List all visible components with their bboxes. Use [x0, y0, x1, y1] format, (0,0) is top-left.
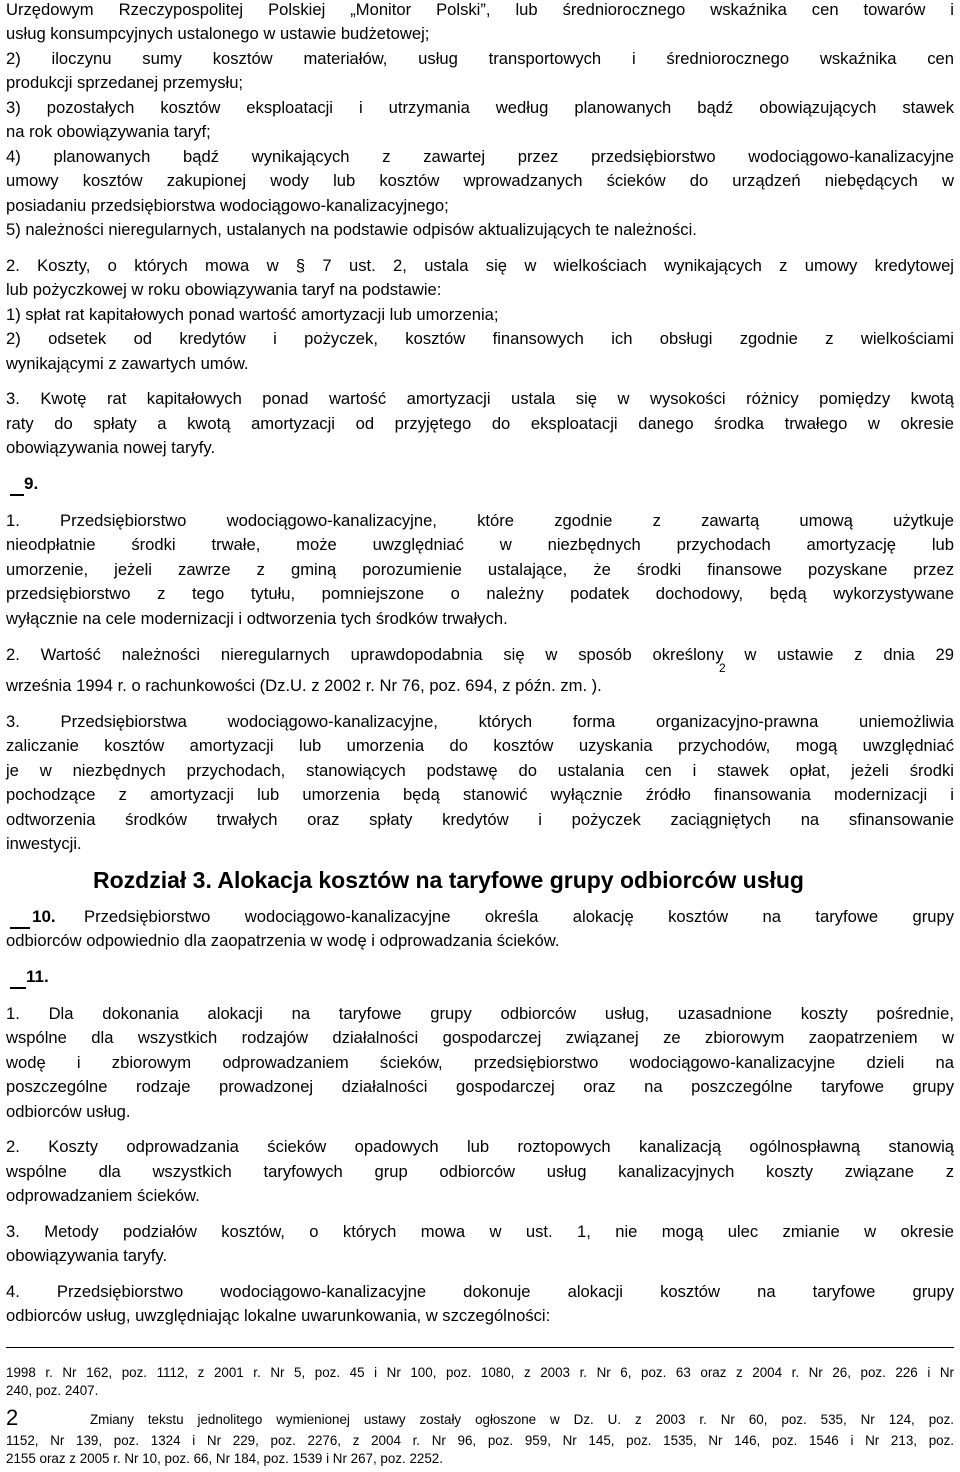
text-line: 1) spłat rat kapitałowych ponad wartość amortyzacji lub umorzenia; [6, 305, 499, 324]
text-line: poszczególne rodzaje prowadzonej działalności gospodarczej oraz na poszczególne taryfowe grupy [6, 1077, 954, 1096]
section-marker [10, 987, 26, 989]
text-line: nieodpłatnie środki trwałe, może uwzględniać w niezbędnych przychodach amortyzację lub [6, 535, 954, 554]
text-line: umowy kosztów zakupionej wody lub kosztów wprowadzanych ścieków do urządzeń niebędących w [6, 171, 954, 190]
text-line: odbiorców usług. [6, 1102, 131, 1121]
footnote-number: 2 [6, 1405, 19, 1430]
text-line: raty do spłaty a kwotą amortyzacji od przyjętego do eksploatacji danego środka trwałego w okresie [6, 414, 954, 433]
section-number-11: 11. [26, 967, 49, 986]
text-line: wodę i zbiorowym odprowadzaniem ścieków, przedsiębiorstwo wodociągowo-kanalizacyjne dzieli na [6, 1053, 954, 1072]
text-line: 2. Koszty, o których mowa w § 7 ust. 2, ustala się w wielkościach wynikających z umowy kredytowej [6, 256, 954, 275]
footnote-separator [6, 1347, 954, 1348]
footnote-reference: 2 [719, 661, 726, 675]
text-line: odprowadzaniem ścieków. [6, 1186, 200, 1205]
text-line: usług konsumpcyjnych ustalonego w ustawie budżetowej; [6, 24, 430, 43]
text-line: je w niezbędnych przychodach, stanowiących podstawę do ustalania cen i stawek opłat, jeżeli środki [6, 761, 954, 780]
text-line: 4) planowanych bądź wynikających z zawartej przez przedsiębiorstwo wodociągowo-kanalizacyjne [6, 147, 954, 166]
chapter-heading: Rozdział 3. Alokacja kosztów na taryfowe grupy odbiorców usług [93, 867, 804, 893]
text-line: 2) iloczynu sumy kosztów materiałów, usług transportowych i średniorocznego wskaźnika cen [6, 49, 954, 68]
text-line: obowiązywania taryfy. [6, 1246, 168, 1265]
text-line: inwestycji. [6, 834, 82, 853]
text-line: 5) należności nieregularnych, ustalanych na podstawie odpisów aktualizujących te należności. [6, 220, 697, 239]
text-line: zaliczanie kosztów amortyzacji lub umorzenia do kosztów uzyskania przychodów, mogą uwzględniać [6, 736, 954, 755]
text-line: Urzędowym Rzeczypospolitej Polskiej „Monitor Polski”, lub średniorocznego wskaźnika cen towarów i [6, 0, 954, 19]
text-line: wyłącznie na cele modernizacji i odtworzenia tych środków trwałych. [6, 609, 508, 628]
text-line: wspólne dla wszystkich taryfowych grup odbiorców usług kanalizacyjnych koszty związane z [6, 1162, 954, 1181]
text-line: 3. Kwotę rat kapitałowych ponad wartość amortyzacji ustala się w wysokości różnicy pomiędzy kwotą [6, 389, 954, 408]
text-line: odtworzenia środków trwałych oraz spłaty kredytów i pożyczek zaciągniętych na sfinansowanie [6, 810, 954, 829]
section-number-10: 10. [32, 907, 56, 926]
text-line: 2. Wartość należności nieregularnych uprawdopodabnia się w sposób określony w ustawie z dnia 29 [6, 645, 954, 664]
text-line: 3) pozostałych kosztów eksploatacji i utrzymania według planowanych bądź obowiązujących stawek [6, 98, 954, 117]
text-line: 1. Przedsiębiorstwo wodociągowo-kanalizacyjne, które zgodnie z zawartą umową użytkuje [6, 511, 954, 530]
text-line: 2. Koszty odprowadzania ścieków opadowych lub roztopowych kanalizacją ogólnospławną stanowią [6, 1137, 954, 1156]
footnote-line: 1998 r. Nr 162, poz. 1112, z 2001 r. Nr 5, poz. 45 i Nr 100, poz. 1080, z 2003 r. Nr 6, poz. 63 oraz z 2004 r. Nr 26, poz. 226 i Nr [6, 1365, 954, 1380]
section-marker [10, 494, 24, 496]
text-line: pochodzące z amortyzacji lub umorzenia będą stanowić wyłącznie źródło finansowania modernizacji i [6, 785, 954, 804]
text-line: Przedsiębiorstwo wodociągowo-kanalizacyjne określa alokację kosztów na taryfowe grupy [84, 907, 954, 926]
text-line: odbiorców odpowiednio dla zaopatrzenia w wodę i odprowadzania ścieków. [6, 931, 560, 950]
section-marker [10, 927, 30, 929]
text-line: posiadaniu przedsiębiorstwa wodociągowo-kanalizacyjnego; [6, 196, 449, 215]
text-line: umorzenie, jeżeli zawrze z gminą porozumienie ustalające, że środki finansowe pozyskane przez [6, 560, 954, 579]
text-line: 3. Przedsiębiorstwa wodociągowo-kanalizacyjne, których forma organizacyjno-prawna uniemożliwia [6, 712, 954, 731]
text-line: produkcji sprzedanej przemysłu; [6, 73, 244, 92]
text-line: przedsiębiorstwo z tego tytułu, pomniejszone o należny podatek dochodowy, będą wykorzystywane [6, 584, 954, 603]
text-line: 3. Metody podziałów kosztów, o których mowa w ust. 1, nie mogą ulec zmianie w okresie [6, 1222, 954, 1241]
text-line: lub pożyczkowej w roku obowiązywania taryf na podstawie: [6, 280, 442, 299]
text-line: 2) odsetek od kredytów i pożyczek, kosztów finansowych ich obsługi zgodnie z wielkościami [6, 329, 954, 348]
text-line: na rok obowiązywania taryf; [6, 122, 211, 141]
footnote-line: 1152, Nr 139, poz. 1324 i Nr 229, poz. 2276, z 2004 r. Nr 96, poz. 959, Nr 145, poz. 1535, Nr 146, poz. 1546 i Nr 213, poz. [6, 1433, 954, 1448]
text-line: wspólne dla wszystkich rodzajów działalności gospodarczej związanej ze zbiorowym zaopatrzeniem w [6, 1028, 954, 1047]
text-line: odbiorców usług, uwzględniając lokalne uwarunkowania, w szczególności: [6, 1306, 551, 1325]
footnote-line: 2155 oraz z 2005 r. Nr 10, poz. 66, Nr 184, poz. 1539 i Nr 267, poz. 2252. [6, 1451, 443, 1466]
text-line: 1. Dla dokonania alokacji na taryfowe grupy odbiorców usług, uzasadnione koszty pośrednie, [6, 1004, 954, 1023]
footnote-line: 240, poz. 2407. [6, 1383, 99, 1398]
text-line: 4. Przedsiębiorstwo wodociągowo-kanalizacyjne dokonuje alokacji kosztów na taryfowe grupy [6, 1282, 954, 1301]
text-line: września 1994 r. o rachunkowości (Dz.U. z 2002 r. Nr 76, poz. 694, z późn. zm. ). [6, 676, 602, 695]
text-line: wynikającymi z zawartych umów. [6, 354, 249, 373]
text-line: obowiązywania nowej taryfy. [6, 438, 216, 457]
footnote-line: Zmiany tekstu jednolitego wymienionej ustawy zostały ogłoszone w Dz. U. z 2003 r. Nr 60, poz. 535, Nr 124, poz. [90, 1412, 954, 1427]
section-number-9: 9. [24, 474, 39, 493]
